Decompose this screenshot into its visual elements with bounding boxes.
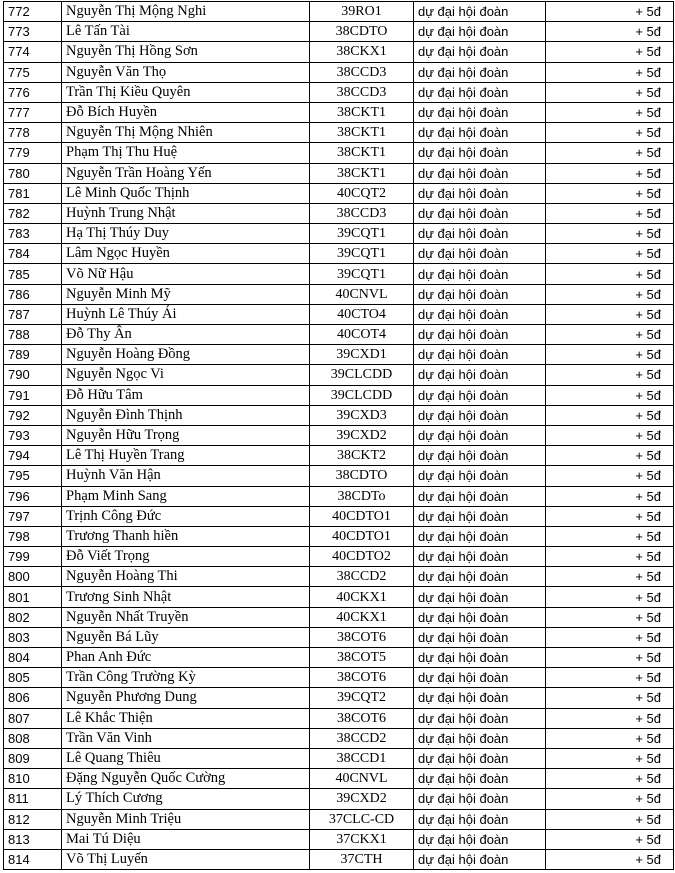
class-code-cell: 38CCD1 xyxy=(310,748,414,768)
row-number-cell: 809 xyxy=(4,748,62,768)
class-code-cell: 39CXD1 xyxy=(310,345,414,365)
activity-cell: dự đại hội đoàn xyxy=(414,2,546,22)
points-cell: + 5đ xyxy=(546,203,674,223)
activity-cell: dự đại hội đoàn xyxy=(414,526,546,546)
class-code-cell: 38CCD2 xyxy=(310,567,414,587)
row-number-cell: 782 xyxy=(4,203,62,223)
class-code-cell: 39CQT1 xyxy=(310,224,414,244)
student-name-cell: Đặng Nguyễn Quốc Cường xyxy=(62,769,310,789)
table-body xyxy=(4,2,674,870)
student-name-cell: Nguyễn Hoàng Đồng xyxy=(62,345,310,365)
row-number-cell: 780 xyxy=(4,163,62,183)
student-name-cell: Hạ Thị Thúy Duy xyxy=(62,224,310,244)
activity-cell: dự đại hội đoàn xyxy=(414,325,546,345)
points-cell: + 5đ xyxy=(546,789,674,809)
points-cell: + 5đ xyxy=(546,405,674,425)
activity-cell: dự đại hội đoàn xyxy=(414,365,546,385)
student-name-cell: Võ Nữ Hậu xyxy=(62,264,310,284)
table-row xyxy=(4,728,674,748)
class-code-cell: 39CLCDD xyxy=(310,385,414,405)
activity-cell: dự đại hội đoàn xyxy=(414,506,546,526)
table-row xyxy=(4,22,674,42)
table-row xyxy=(4,123,674,143)
row-number-cell: 783 xyxy=(4,224,62,244)
class-code-cell: 39CQT2 xyxy=(310,688,414,708)
class-code-cell: 38CCD3 xyxy=(310,82,414,102)
row-number-cell: 798 xyxy=(4,526,62,546)
table-row xyxy=(4,486,674,506)
points-cell: + 5đ xyxy=(546,365,674,385)
row-number-cell: 814 xyxy=(4,849,62,869)
points-cell: + 5đ xyxy=(546,143,674,163)
row-number-cell: 779 xyxy=(4,143,62,163)
student-name-cell: Đỗ Thy Ân xyxy=(62,325,310,345)
table-row xyxy=(4,849,674,869)
class-code-cell: 38CCD3 xyxy=(310,62,414,82)
student-name-cell: Đỗ Hữu Tâm xyxy=(62,385,310,405)
class-code-cell: 40CDTO1 xyxy=(310,526,414,546)
student-name-cell: Nguyễn Minh Mỹ xyxy=(62,284,310,304)
student-name-cell: Lê Minh Quốc Thịnh xyxy=(62,183,310,203)
points-cell: + 5đ xyxy=(546,607,674,627)
student-name-cell: Trần Công Trường Kỳ xyxy=(62,668,310,688)
class-code-cell: 38CDTO xyxy=(310,22,414,42)
activity-cell: dự đại hội đoàn xyxy=(414,829,546,849)
class-code-cell: 39CXD2 xyxy=(310,425,414,445)
table-row xyxy=(4,304,674,324)
table-row xyxy=(4,648,674,668)
row-number-cell: 808 xyxy=(4,728,62,748)
activity-cell: dự đại hội đoàn xyxy=(414,547,546,567)
points-cell: + 5đ xyxy=(546,62,674,82)
class-code-cell: 40CTO4 xyxy=(310,304,414,324)
table-row xyxy=(4,102,674,122)
row-number-cell: 806 xyxy=(4,688,62,708)
row-number-cell: 784 xyxy=(4,244,62,264)
points-cell: + 5đ xyxy=(546,82,674,102)
table-row xyxy=(4,325,674,345)
table-row xyxy=(4,789,674,809)
row-number-cell: 778 xyxy=(4,123,62,143)
activity-cell: dự đại hội đoàn xyxy=(414,123,546,143)
points-cell: + 5đ xyxy=(546,385,674,405)
activity-cell: dự đại hội đoàn xyxy=(414,446,546,466)
table-row xyxy=(4,224,674,244)
student-name-cell: Lý Thích Cương xyxy=(62,789,310,809)
row-number-cell: 793 xyxy=(4,425,62,445)
student-name-cell: Lâm Ngọc Huyền xyxy=(62,244,310,264)
points-cell: + 5đ xyxy=(546,325,674,345)
student-name-cell: Mai Tú Diệu xyxy=(62,829,310,849)
points-cell: + 5đ xyxy=(546,829,674,849)
student-name-cell: Nguyễn Thị Mộng Nghi xyxy=(62,2,310,22)
points-cell: + 5đ xyxy=(546,688,674,708)
student-name-cell: Nguyễn Hữu Trọng xyxy=(62,425,310,445)
row-number-cell: 805 xyxy=(4,668,62,688)
activity-cell: dự đại hội đoàn xyxy=(414,224,546,244)
activity-cell: dự đại hội đoàn xyxy=(414,688,546,708)
class-code-cell: 38CKT1 xyxy=(310,123,414,143)
activity-cell: dự đại hội đoàn xyxy=(414,809,546,829)
row-number-cell: 773 xyxy=(4,22,62,42)
points-cell: + 5đ xyxy=(546,123,674,143)
student-name-cell: Nguyễn Đình Thịnh xyxy=(62,405,310,425)
points-cell: + 5đ xyxy=(546,102,674,122)
row-number-cell: 800 xyxy=(4,567,62,587)
activity-cell: dự đại hội đoàn xyxy=(414,567,546,587)
row-number-cell: 797 xyxy=(4,506,62,526)
row-number-cell: 789 xyxy=(4,345,62,365)
activity-cell: dự đại hội đoàn xyxy=(414,425,546,445)
student-name-cell: Võ Thị Luyến xyxy=(62,849,310,869)
student-name-cell: Trương Sinh Nhật xyxy=(62,587,310,607)
activity-cell: dự đại hội đoàn xyxy=(414,244,546,264)
points-cell: + 5đ xyxy=(546,224,674,244)
table-row xyxy=(4,587,674,607)
class-code-cell: 38COT6 xyxy=(310,708,414,728)
class-code-cell: 39CLCDD xyxy=(310,365,414,385)
table-row xyxy=(4,506,674,526)
class-code-cell: 39RO1 xyxy=(310,2,414,22)
activity-cell: dự đại hội đoàn xyxy=(414,668,546,688)
class-code-cell: 38CKT1 xyxy=(310,143,414,163)
table-row xyxy=(4,425,674,445)
points-cell: + 5đ xyxy=(546,425,674,445)
class-code-cell: 40CNVL xyxy=(310,769,414,789)
activity-cell: dự đại hội đoàn xyxy=(414,143,546,163)
table-row xyxy=(4,446,674,466)
points-cell: + 5đ xyxy=(546,304,674,324)
student-points-table xyxy=(3,1,674,870)
activity-cell: dự đại hội đoàn xyxy=(414,385,546,405)
points-cell: + 5đ xyxy=(546,728,674,748)
student-name-cell: Nguyễn Thị Mộng Nhiên xyxy=(62,123,310,143)
class-code-cell: 38CDTo xyxy=(310,486,414,506)
student-name-cell: Trần Văn Vinh xyxy=(62,728,310,748)
student-name-cell: Nguyễn Nhất Truyền xyxy=(62,607,310,627)
student-name-cell: Huỳnh Trung Nhật xyxy=(62,203,310,223)
points-cell: + 5đ xyxy=(546,183,674,203)
class-code-cell: 37CTH xyxy=(310,849,414,869)
class-code-cell: 38CKT2 xyxy=(310,446,414,466)
row-number-cell: 801 xyxy=(4,587,62,607)
table-row xyxy=(4,627,674,647)
activity-cell: dự đại hội đoàn xyxy=(414,466,546,486)
points-cell: + 5đ xyxy=(546,42,674,62)
student-name-cell: Trần Thị Kiều Quyên xyxy=(62,82,310,102)
student-name-cell: Lê Quang Thiêu xyxy=(62,748,310,768)
table-row xyxy=(4,365,674,385)
table-row xyxy=(4,809,674,829)
points-cell: + 5đ xyxy=(546,2,674,22)
points-cell: + 5đ xyxy=(546,284,674,304)
activity-cell: dự đại hội đoàn xyxy=(414,62,546,82)
class-code-cell: 40CDTO2 xyxy=(310,547,414,567)
table-row xyxy=(4,183,674,203)
class-code-cell: 37CKX1 xyxy=(310,829,414,849)
row-number-cell: 774 xyxy=(4,42,62,62)
row-number-cell: 776 xyxy=(4,82,62,102)
class-code-cell: 38CKX1 xyxy=(310,42,414,62)
class-code-cell: 38CCD3 xyxy=(310,203,414,223)
activity-cell: dự đại hội đoàn xyxy=(414,728,546,748)
activity-cell: dự đại hội đoàn xyxy=(414,284,546,304)
points-cell: + 5đ xyxy=(546,627,674,647)
class-code-cell: 39CQT1 xyxy=(310,264,414,284)
student-name-cell: Nguyễn Trần Hoàng Yến xyxy=(62,163,310,183)
row-number-cell: 802 xyxy=(4,607,62,627)
student-name-cell: Nguyễn Thị Hồng Sơn xyxy=(62,42,310,62)
activity-cell: dự đại hội đoàn xyxy=(414,82,546,102)
table-row xyxy=(4,2,674,22)
row-number-cell: 795 xyxy=(4,466,62,486)
class-code-cell: 38COT6 xyxy=(310,668,414,688)
points-cell: + 5đ xyxy=(546,849,674,869)
activity-cell: dự đại hội đoàn xyxy=(414,304,546,324)
class-code-cell: 40COT4 xyxy=(310,325,414,345)
row-number-cell: 811 xyxy=(4,789,62,809)
table-row xyxy=(4,405,674,425)
row-number-cell: 812 xyxy=(4,809,62,829)
row-number-cell: 787 xyxy=(4,304,62,324)
points-cell: + 5đ xyxy=(546,486,674,506)
student-name-cell: Nguyễn Bá Lũy xyxy=(62,627,310,647)
points-cell: + 5đ xyxy=(546,748,674,768)
points-cell: + 5đ xyxy=(546,708,674,728)
activity-cell: dự đại hội đoàn xyxy=(414,748,546,768)
student-name-cell: Huỳnh Văn Hận xyxy=(62,466,310,486)
student-name-cell: Trương Thanh hiền xyxy=(62,526,310,546)
table-row xyxy=(4,829,674,849)
row-number-cell: 794 xyxy=(4,446,62,466)
activity-cell: dự đại hội đoàn xyxy=(414,163,546,183)
class-code-cell: 40CKX1 xyxy=(310,607,414,627)
points-cell: + 5đ xyxy=(546,526,674,546)
row-number-cell: 796 xyxy=(4,486,62,506)
class-code-cell: 38CKT1 xyxy=(310,102,414,122)
activity-cell: dự đại hội đoàn xyxy=(414,789,546,809)
points-cell: + 5đ xyxy=(546,466,674,486)
points-cell: + 5đ xyxy=(546,163,674,183)
student-name-cell: Nguyễn Ngọc Vi xyxy=(62,365,310,385)
student-name-cell: Huỳnh Lê Thúy Ái xyxy=(62,304,310,324)
activity-cell: dự đại hội đoàn xyxy=(414,769,546,789)
class-code-cell: 38COT5 xyxy=(310,648,414,668)
student-name-cell: Phạm Minh Sang xyxy=(62,486,310,506)
row-number-cell: 775 xyxy=(4,62,62,82)
table-row xyxy=(4,62,674,82)
row-number-cell: 810 xyxy=(4,769,62,789)
activity-cell: dự đại hội đoàn xyxy=(414,102,546,122)
student-name-cell: Phan Anh Đức xyxy=(62,648,310,668)
points-cell: + 5đ xyxy=(546,809,674,829)
class-code-cell: 40CDTO1 xyxy=(310,506,414,526)
points-cell: + 5đ xyxy=(546,446,674,466)
table-row xyxy=(4,547,674,567)
row-number-cell: 777 xyxy=(4,102,62,122)
table-row xyxy=(4,748,674,768)
points-cell: + 5đ xyxy=(546,506,674,526)
table-row xyxy=(4,466,674,486)
row-number-cell: 803 xyxy=(4,627,62,647)
row-number-cell: 791 xyxy=(4,385,62,405)
activity-cell: dự đại hội đoàn xyxy=(414,849,546,869)
row-number-cell: 781 xyxy=(4,183,62,203)
points-cell: + 5đ xyxy=(546,547,674,567)
class-code-cell: 39CQT1 xyxy=(310,244,414,264)
points-cell: + 5đ xyxy=(546,345,674,365)
activity-cell: dự đại hội đoàn xyxy=(414,22,546,42)
table-row xyxy=(4,526,674,546)
student-name-cell: Trịnh Công Đức xyxy=(62,506,310,526)
points-cell: + 5đ xyxy=(546,22,674,42)
activity-cell: dự đại hội đoàn xyxy=(414,405,546,425)
table-row xyxy=(4,264,674,284)
activity-cell: dự đại hội đoàn xyxy=(414,203,546,223)
table-row xyxy=(4,42,674,62)
activity-cell: dự đại hội đoàn xyxy=(414,264,546,284)
table-row xyxy=(4,567,674,587)
student-name-cell: Đỗ Bích Huyền xyxy=(62,102,310,122)
student-name-cell: Nguyễn Minh Triệu xyxy=(62,809,310,829)
row-number-cell: 807 xyxy=(4,708,62,728)
row-number-cell: 786 xyxy=(4,284,62,304)
table-row xyxy=(4,345,674,365)
table-row xyxy=(4,769,674,789)
student-name-cell: Lê Tấn Tài xyxy=(62,22,310,42)
table-row xyxy=(4,203,674,223)
table-row xyxy=(4,688,674,708)
activity-cell: dự đại hội đoàn xyxy=(414,486,546,506)
student-name-cell: Lê Thị Huyền Trang xyxy=(62,446,310,466)
row-number-cell: 804 xyxy=(4,648,62,668)
student-name-cell: Đỗ Viết Trọng xyxy=(62,547,310,567)
points-cell: + 5đ xyxy=(546,668,674,688)
table-row xyxy=(4,385,674,405)
class-code-cell: 38CCD2 xyxy=(310,728,414,748)
class-code-cell: 40CQT2 xyxy=(310,183,414,203)
class-code-cell: 38CDTO xyxy=(310,466,414,486)
class-code-cell: 38COT6 xyxy=(310,627,414,647)
activity-cell: dự đại hội đoàn xyxy=(414,607,546,627)
class-code-cell: 40CKX1 xyxy=(310,587,414,607)
student-name-cell: Phạm Thị Thu Huệ xyxy=(62,143,310,163)
table-row xyxy=(4,284,674,304)
table-row xyxy=(4,708,674,728)
row-number-cell: 785 xyxy=(4,264,62,284)
row-number-cell: 772 xyxy=(4,2,62,22)
activity-cell: dự đại hội đoàn xyxy=(414,587,546,607)
table-row xyxy=(4,244,674,264)
points-cell: + 5đ xyxy=(546,769,674,789)
row-number-cell: 790 xyxy=(4,365,62,385)
table-row xyxy=(4,163,674,183)
points-cell: + 5đ xyxy=(546,587,674,607)
row-number-cell: 813 xyxy=(4,829,62,849)
class-code-cell: 38CKT1 xyxy=(310,163,414,183)
student-name-cell: Lê Khắc Thiện xyxy=(62,708,310,728)
activity-cell: dự đại hội đoàn xyxy=(414,42,546,62)
student-name-cell: Nguyễn Văn Thọ xyxy=(62,62,310,82)
activity-cell: dự đại hội đoàn xyxy=(414,708,546,728)
points-cell: + 5đ xyxy=(546,264,674,284)
points-cell: + 5đ xyxy=(546,567,674,587)
table-row xyxy=(4,607,674,627)
activity-cell: dự đại hội đoàn xyxy=(414,648,546,668)
student-name-cell: Nguyễn Phương Dung xyxy=(62,688,310,708)
row-number-cell: 788 xyxy=(4,325,62,345)
student-name-cell: Nguyễn Hoàng Thi xyxy=(62,567,310,587)
row-number-cell: 799 xyxy=(4,547,62,567)
table-row xyxy=(4,82,674,102)
table-row xyxy=(4,143,674,163)
class-code-cell: 39CXD2 xyxy=(310,789,414,809)
activity-cell: dự đại hội đoàn xyxy=(414,345,546,365)
row-number-cell: 792 xyxy=(4,405,62,425)
activity-cell: dự đại hội đoàn xyxy=(414,627,546,647)
class-code-cell: 39CXD3 xyxy=(310,405,414,425)
table-row xyxy=(4,668,674,688)
class-code-cell: 40CNVL xyxy=(310,284,414,304)
activity-cell: dự đại hội đoàn xyxy=(414,183,546,203)
points-cell: + 5đ xyxy=(546,244,674,264)
class-code-cell: 37CLC-CD xyxy=(310,809,414,829)
points-cell: + 5đ xyxy=(546,648,674,668)
